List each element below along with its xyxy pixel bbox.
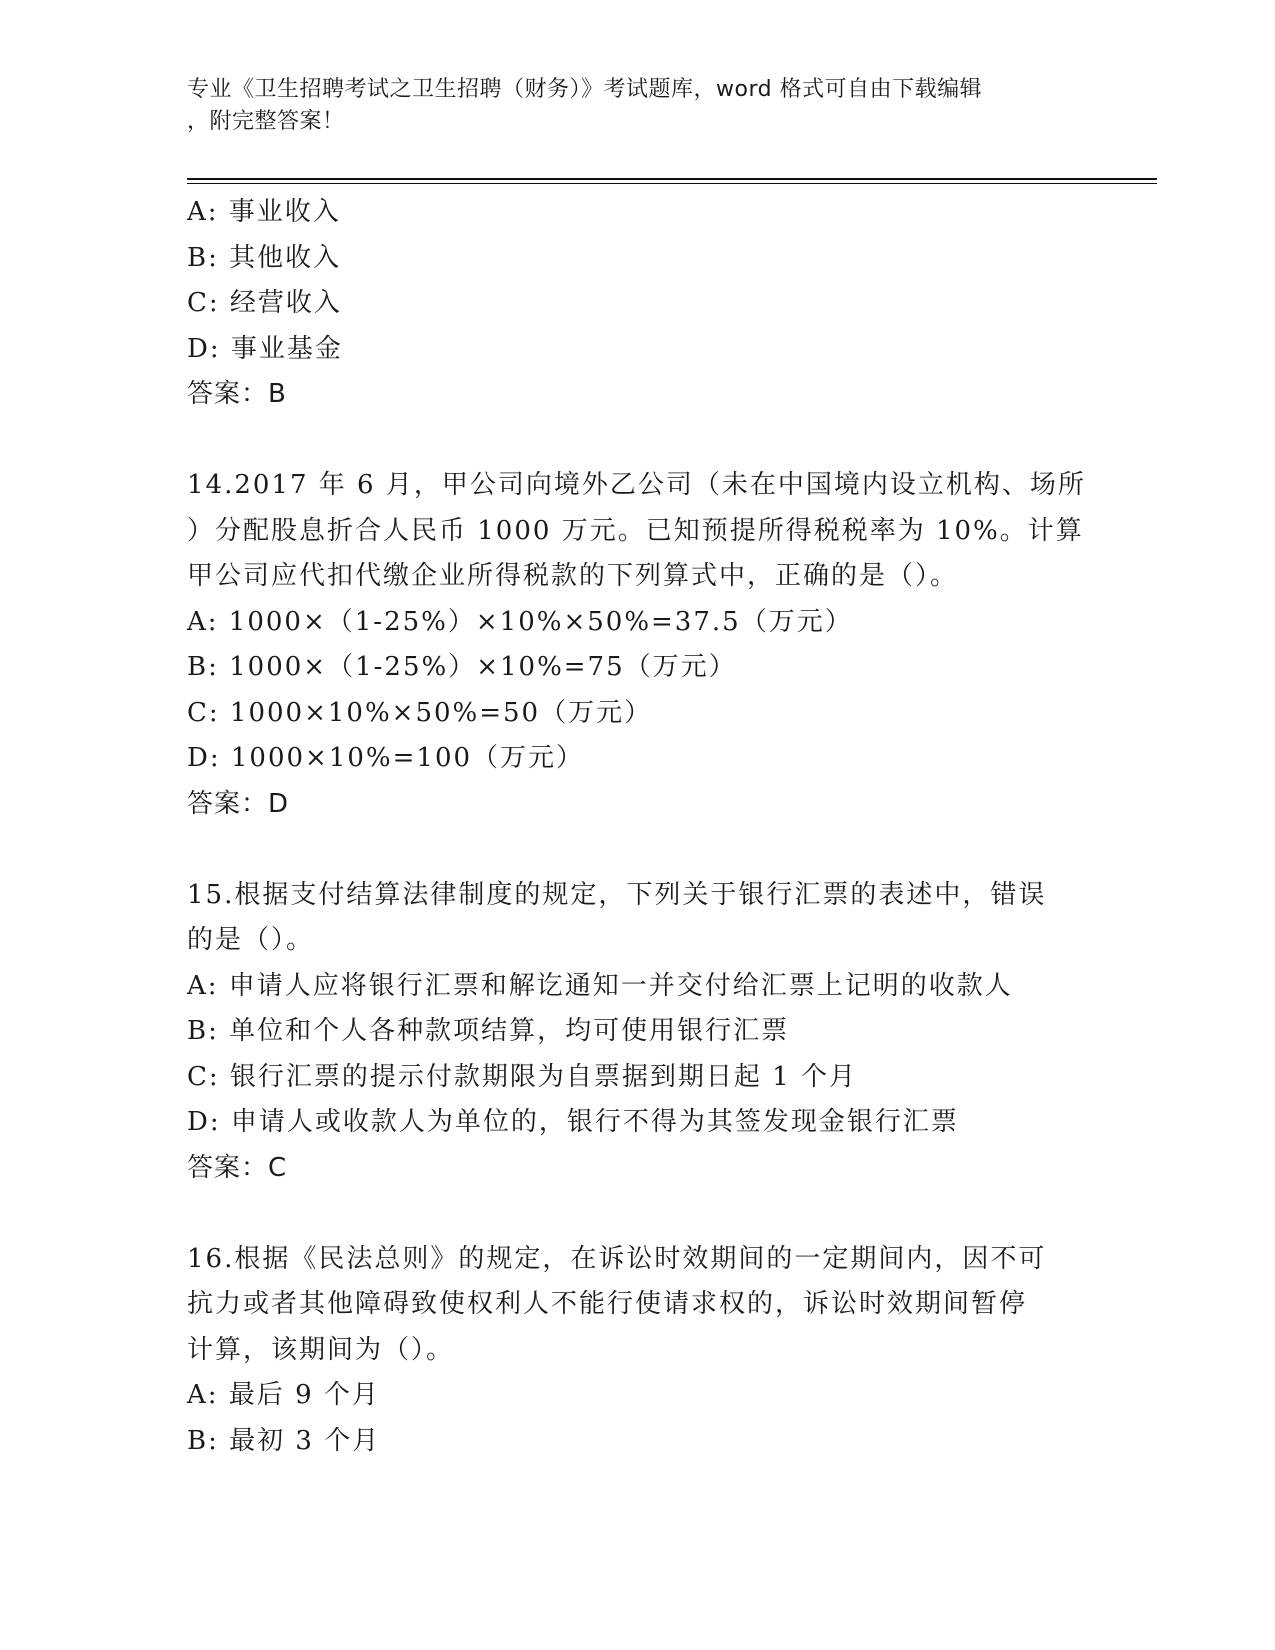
- question-14: [187, 463, 1087, 827]
- option-a: A: 事业收入: [187, 197, 341, 227]
- option-d: D: 事业基金: [187, 333, 343, 364]
- question-stem-line: 15.根据支付结算法律制度的规定，下列关于银行汇票的表述中，错误: [187, 879, 1047, 910]
- question-stem-line: 的是（）。: [187, 925, 315, 955]
- answer-line: 答案：B: [187, 379, 287, 409]
- option-a: A: 申请人应将银行汇票和解讫通知一并交付给汇票上记明的收款人: [187, 970, 1013, 1001]
- question-stem-line: 14.2017 年 6 月，甲公司向境外乙公司（未在中国境内设立机构、场所: [187, 470, 1086, 500]
- option-d: D: 申请人或收款人为单位的，银行不得为其签发现金银行汇票: [187, 1107, 959, 1137]
- question-stem-line: ）分配股息折合人民币 1000 万元。已知预提所得税税率为 10%。计算: [187, 515, 1084, 546]
- question-stem-line: 计算，该期间为（）。: [187, 1334, 455, 1365]
- option-b: B: 1000×（1-25%）×10%=75（万元）: [187, 652, 737, 682]
- spacer: [187, 1191, 1087, 1237]
- header-divider-thick: [187, 178, 1157, 180]
- spacer: [187, 827, 1087, 873]
- question-stem-line: 甲公司应代扣代缴企业所得税款的下列算式中，正确的是（）。: [187, 561, 959, 591]
- question-list: [187, 190, 1087, 1464]
- option-b: B: 最初 3 个月: [187, 1425, 381, 1456]
- question-stem-line: 抗力或者其他障碍致使权利人不能行使请求权的，诉讼时效期间暂停: [187, 1289, 1028, 1319]
- answer-line: 答案：C: [187, 1152, 288, 1183]
- header-line-1: 专业《卫生招聘考试之卫生招聘（财务）》考试题库，word 格式可自由下载编辑: [187, 77, 983, 102]
- option-d: D: 1000×10%=100（万元）: [187, 743, 585, 773]
- option-b: B: 单位和个人各种款项结算，均可使用银行汇票: [187, 1016, 790, 1046]
- option-a: A: 1000×（1-25%）×10%×50%=37.5（万元）: [187, 606, 853, 637]
- option-c: C: 经营收入: [187, 288, 342, 318]
- option-c: C: 1000×10%×50%=50（万元）: [187, 697, 653, 728]
- spacer: [187, 418, 1087, 464]
- question-16: [187, 1237, 1087, 1465]
- header-divider-thin: [187, 183, 1157, 184]
- option-b: B: 其他收入: [187, 242, 342, 273]
- option-a: A: 最后 9 个月: [187, 1380, 380, 1410]
- answer-line: 答案：D: [187, 788, 290, 819]
- option-c: C: 银行汇票的提示付款期限为自票据到期日起 1 个月: [187, 1061, 857, 1092]
- question-stem-line: 16.根据《民法总则》的规定，在诉讼时效期间的一定期间内，因不可: [187, 1243, 1047, 1274]
- header-line-2: ，附完整答案！: [187, 109, 345, 134]
- question-15: [187, 873, 1087, 1192]
- question-13: [187, 190, 1087, 418]
- document-header: [187, 74, 1087, 138]
